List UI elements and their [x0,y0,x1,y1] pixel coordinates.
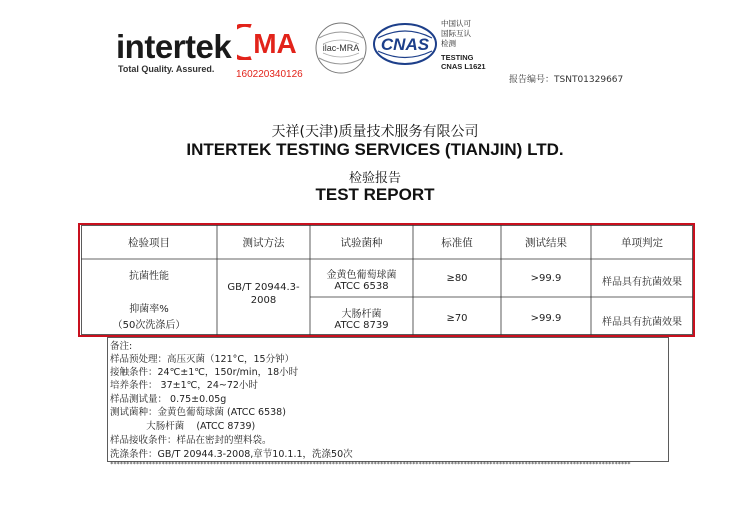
company-name-en: INTERTEK TESTING SERVICES (TIANJIN) LTD. [186,140,564,159]
intertek-logo: intertek [116,28,232,65]
testing-line: CNAS L1621 [441,62,486,71]
cnas-cn-line: 中国认可 [441,19,471,28]
header-test-strain: 试验菌种 [340,237,383,249]
header-test-item: 检验项目 [128,237,170,249]
header-test-result: 测试结果 [525,237,567,249]
test-result: >99.9 [530,313,562,324]
cnas-testing-label [441,53,486,71]
header-test-method: 测试方法 [242,237,285,249]
end-of-report-divider: ****************************************************************************************************************************************************************** [110,461,631,468]
notes-title: 备注: [110,341,133,352]
cnas-cn-line: 国际互认 [441,29,471,38]
strain-name: 大肠杆菌 [341,309,382,320]
note-line: 接触条件：24℃±1℃，150r/min，18小时 [110,367,299,378]
note-line: 样品预处理：高压灭菌（121°C，15分钟） [110,354,295,365]
ma-logo-text: MA [253,28,297,59]
highlight-box [78,223,695,337]
strain-name: 金黄色葡萄球菌 [326,270,397,281]
test-item-condition: （50次洗涤后） [112,320,186,331]
company-name-cn: 天祥(天津)质量技术服务有限公司 [271,124,479,140]
testing-line: TESTING [441,53,474,62]
test-result: >99.9 [530,273,562,284]
test-method-value: GB/T 20944.3-2008 [227,282,300,306]
ilac-mra-text: ilac-MRA [322,43,360,53]
note-line: 测试菌种：金黄色葡萄球菌 (ATCC 6538) [110,407,286,418]
standard-value: ≥80 [446,273,468,284]
cnas-text: CNAS [380,35,430,54]
note-line: 样品接收条件：样品在密封的塑料袋。 [110,435,272,446]
cnas-logo [372,22,438,66]
note-line: 洗涤条件：GB/T 20944.3-2008,章节10.1.1，洗涤50次 [110,449,353,460]
report-number: 报告编号：TSNT01329667 [509,75,624,85]
note-line: 培养条件： 37±1℃，24~72小时 [110,380,258,391]
header-standard-value: 标准值 [441,237,473,249]
header-judgement: 单项判定 [621,237,663,249]
cnas-cn-label [441,19,471,49]
ma-number: 160220340126 [236,69,303,80]
judgement: 样品具有抗菌效果 [602,317,682,328]
strain-code: ATCC 8739 [334,320,389,331]
test-item-metric: 抑菌率% [129,304,169,315]
strain-code: ATCC 6538 [334,281,389,292]
judgement: 样品具有抗菌效果 [602,277,682,288]
ma-logo [237,24,305,60]
report-title-cn: 检验报告 [348,171,401,186]
ilac-mra-logo [311,20,371,76]
intertek-tagline: Total Quality. Assured. [118,64,215,74]
test-item-name: 抗菌性能 [129,271,169,282]
note-line: 大肠杆菌 (ATCC 8739) [110,421,256,432]
note-line: 样品测试量： 0.75±0.05g [110,394,227,405]
report-title-en: TEST REPORT [315,185,435,204]
cnas-cn-line: 检测 [441,39,456,48]
standard-value: ≥70 [446,313,468,324]
